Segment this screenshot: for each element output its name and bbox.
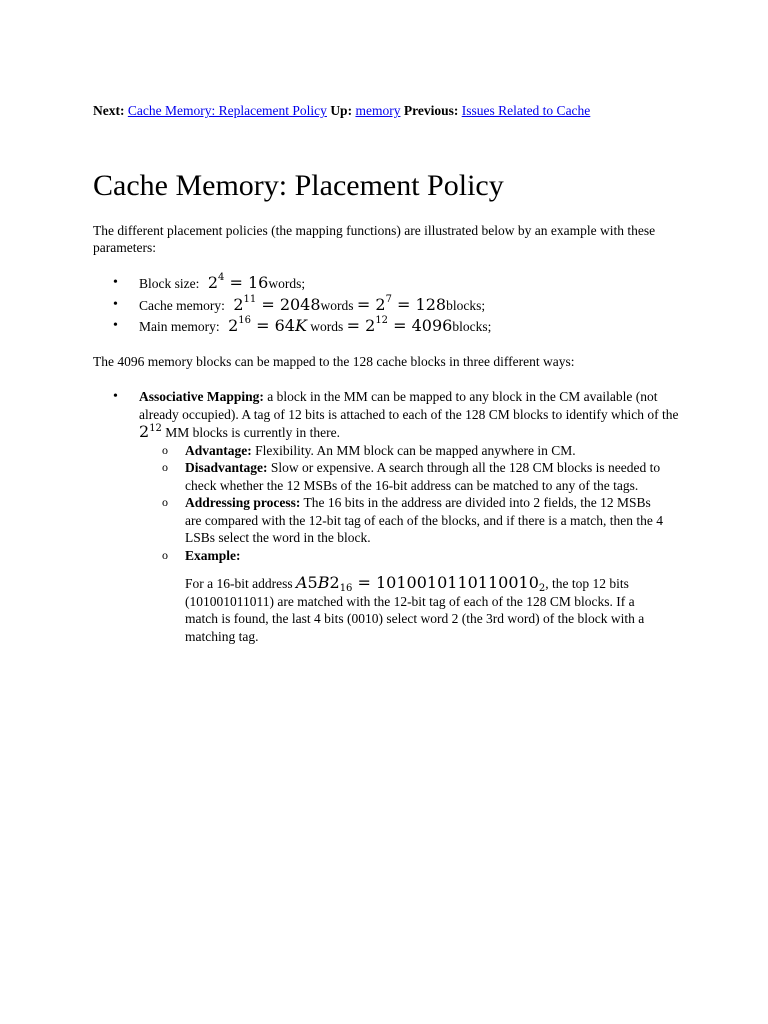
circle-bullet-icon: o (162, 547, 168, 562)
navigation-bar (93, 103, 590, 119)
list-item (93, 272, 693, 294)
list-item (139, 547, 669, 646)
example-post: , the top 12 bits (101001011011) are matched with the 12-bit tag of each of the 128 CM blocks. If a match is found, the last 4 bits (0010) select word 2 (the 3rd word) of the block with a matching tag. (185, 576, 645, 644)
up-link[interactable]: memory (355, 103, 401, 118)
item-term: Addressing process: (185, 495, 301, 510)
item-text: Slow or expensive. A search through all the 128 CM blocks is needed to check whether the 12 MSBs of the 16-bit address can be matched to any of the tags. (185, 460, 661, 493)
formula: = $2^7 = 128$ (356, 293, 447, 314)
sub-list (139, 442, 669, 646)
param-label: Cache memory: (139, 297, 225, 313)
example-pre: For a 16-bit address (185, 576, 296, 591)
item-term: Disadvantage: (185, 460, 268, 475)
param-suffix: words; (268, 276, 306, 291)
next-label: Next: (93, 103, 125, 118)
associative-text-a: a block in the MM can be mapped to any block in the CM available (not already occupied). A tag of 12 bits is attached to each of the 128 CM blocks to identify which of the (139, 389, 679, 422)
param-label: Main memory: (139, 319, 220, 334)
associative-mapping-text (139, 388, 679, 645)
formula: $2^{11} = 2048$ (228, 293, 321, 314)
list-item (139, 442, 669, 460)
item-term: Advantage: (185, 442, 252, 458)
item-term: Example: (185, 547, 241, 563)
associative-heading: Associative Mapping: (139, 389, 264, 404)
example-formula: $A5B2_{16} = 1010010110110010_2$ (295, 573, 546, 594)
circle-bullet-icon: o (162, 442, 168, 457)
list-item (139, 459, 669, 494)
page-title: Cache Memory: Placement Policy (93, 169, 504, 202)
next-link[interactable]: Cache Memory: Replacement Policy (127, 103, 327, 118)
bullet-icon: • (113, 296, 118, 312)
item-text: The 16 bits in the address are divided into 2 fields, the 12 MSBs are compared with the 12-bit tag of each of the blocks, and if there is a match, then the 4 LSBs select the word in the block. (185, 495, 663, 545)
associative-mapping-section (93, 388, 693, 645)
param-mid: words (320, 297, 354, 313)
associative-text-b: MM blocks is currently in there. (161, 425, 341, 440)
list-item (93, 315, 693, 337)
intro-paragraph: The different placement policies (the mapping functions) are illustrated below by an example with these parameters: (93, 223, 656, 255)
circle-bullet-icon: o (162, 460, 168, 474)
mapping-intro: The 4096 memory blocks can be mapped to the 128 cache blocks in three different ways: (93, 354, 575, 369)
bullet-icon: • (113, 275, 118, 290)
param-suffix: blocks; (452, 319, 492, 334)
formula: = $2^{12} = 4096$ (346, 315, 453, 335)
formula: $2^{16} = 64K$ (223, 315, 307, 335)
previous-link[interactable]: Issues Related to Cache (461, 103, 591, 118)
item-text: Flexibility. An MM block can be mapped anywhere in CM. (251, 442, 576, 458)
bullet-icon: • (113, 389, 118, 404)
list-item (139, 494, 669, 547)
circle-bullet-icon: o (162, 495, 168, 509)
bullet-icon: • (113, 318, 118, 333)
previous-label: Previous: (403, 103, 459, 118)
up-label: Up: (330, 103, 353, 118)
parameter-list (93, 272, 693, 337)
param-label: Block size: (139, 276, 200, 291)
param-suffix: blocks; (446, 297, 486, 313)
param-mid: words (310, 319, 344, 334)
formula: $2^4 = 16$ (202, 272, 269, 292)
list-item (93, 294, 693, 316)
example-body (185, 574, 669, 645)
formula: $2^{12}$ (139, 422, 162, 441)
